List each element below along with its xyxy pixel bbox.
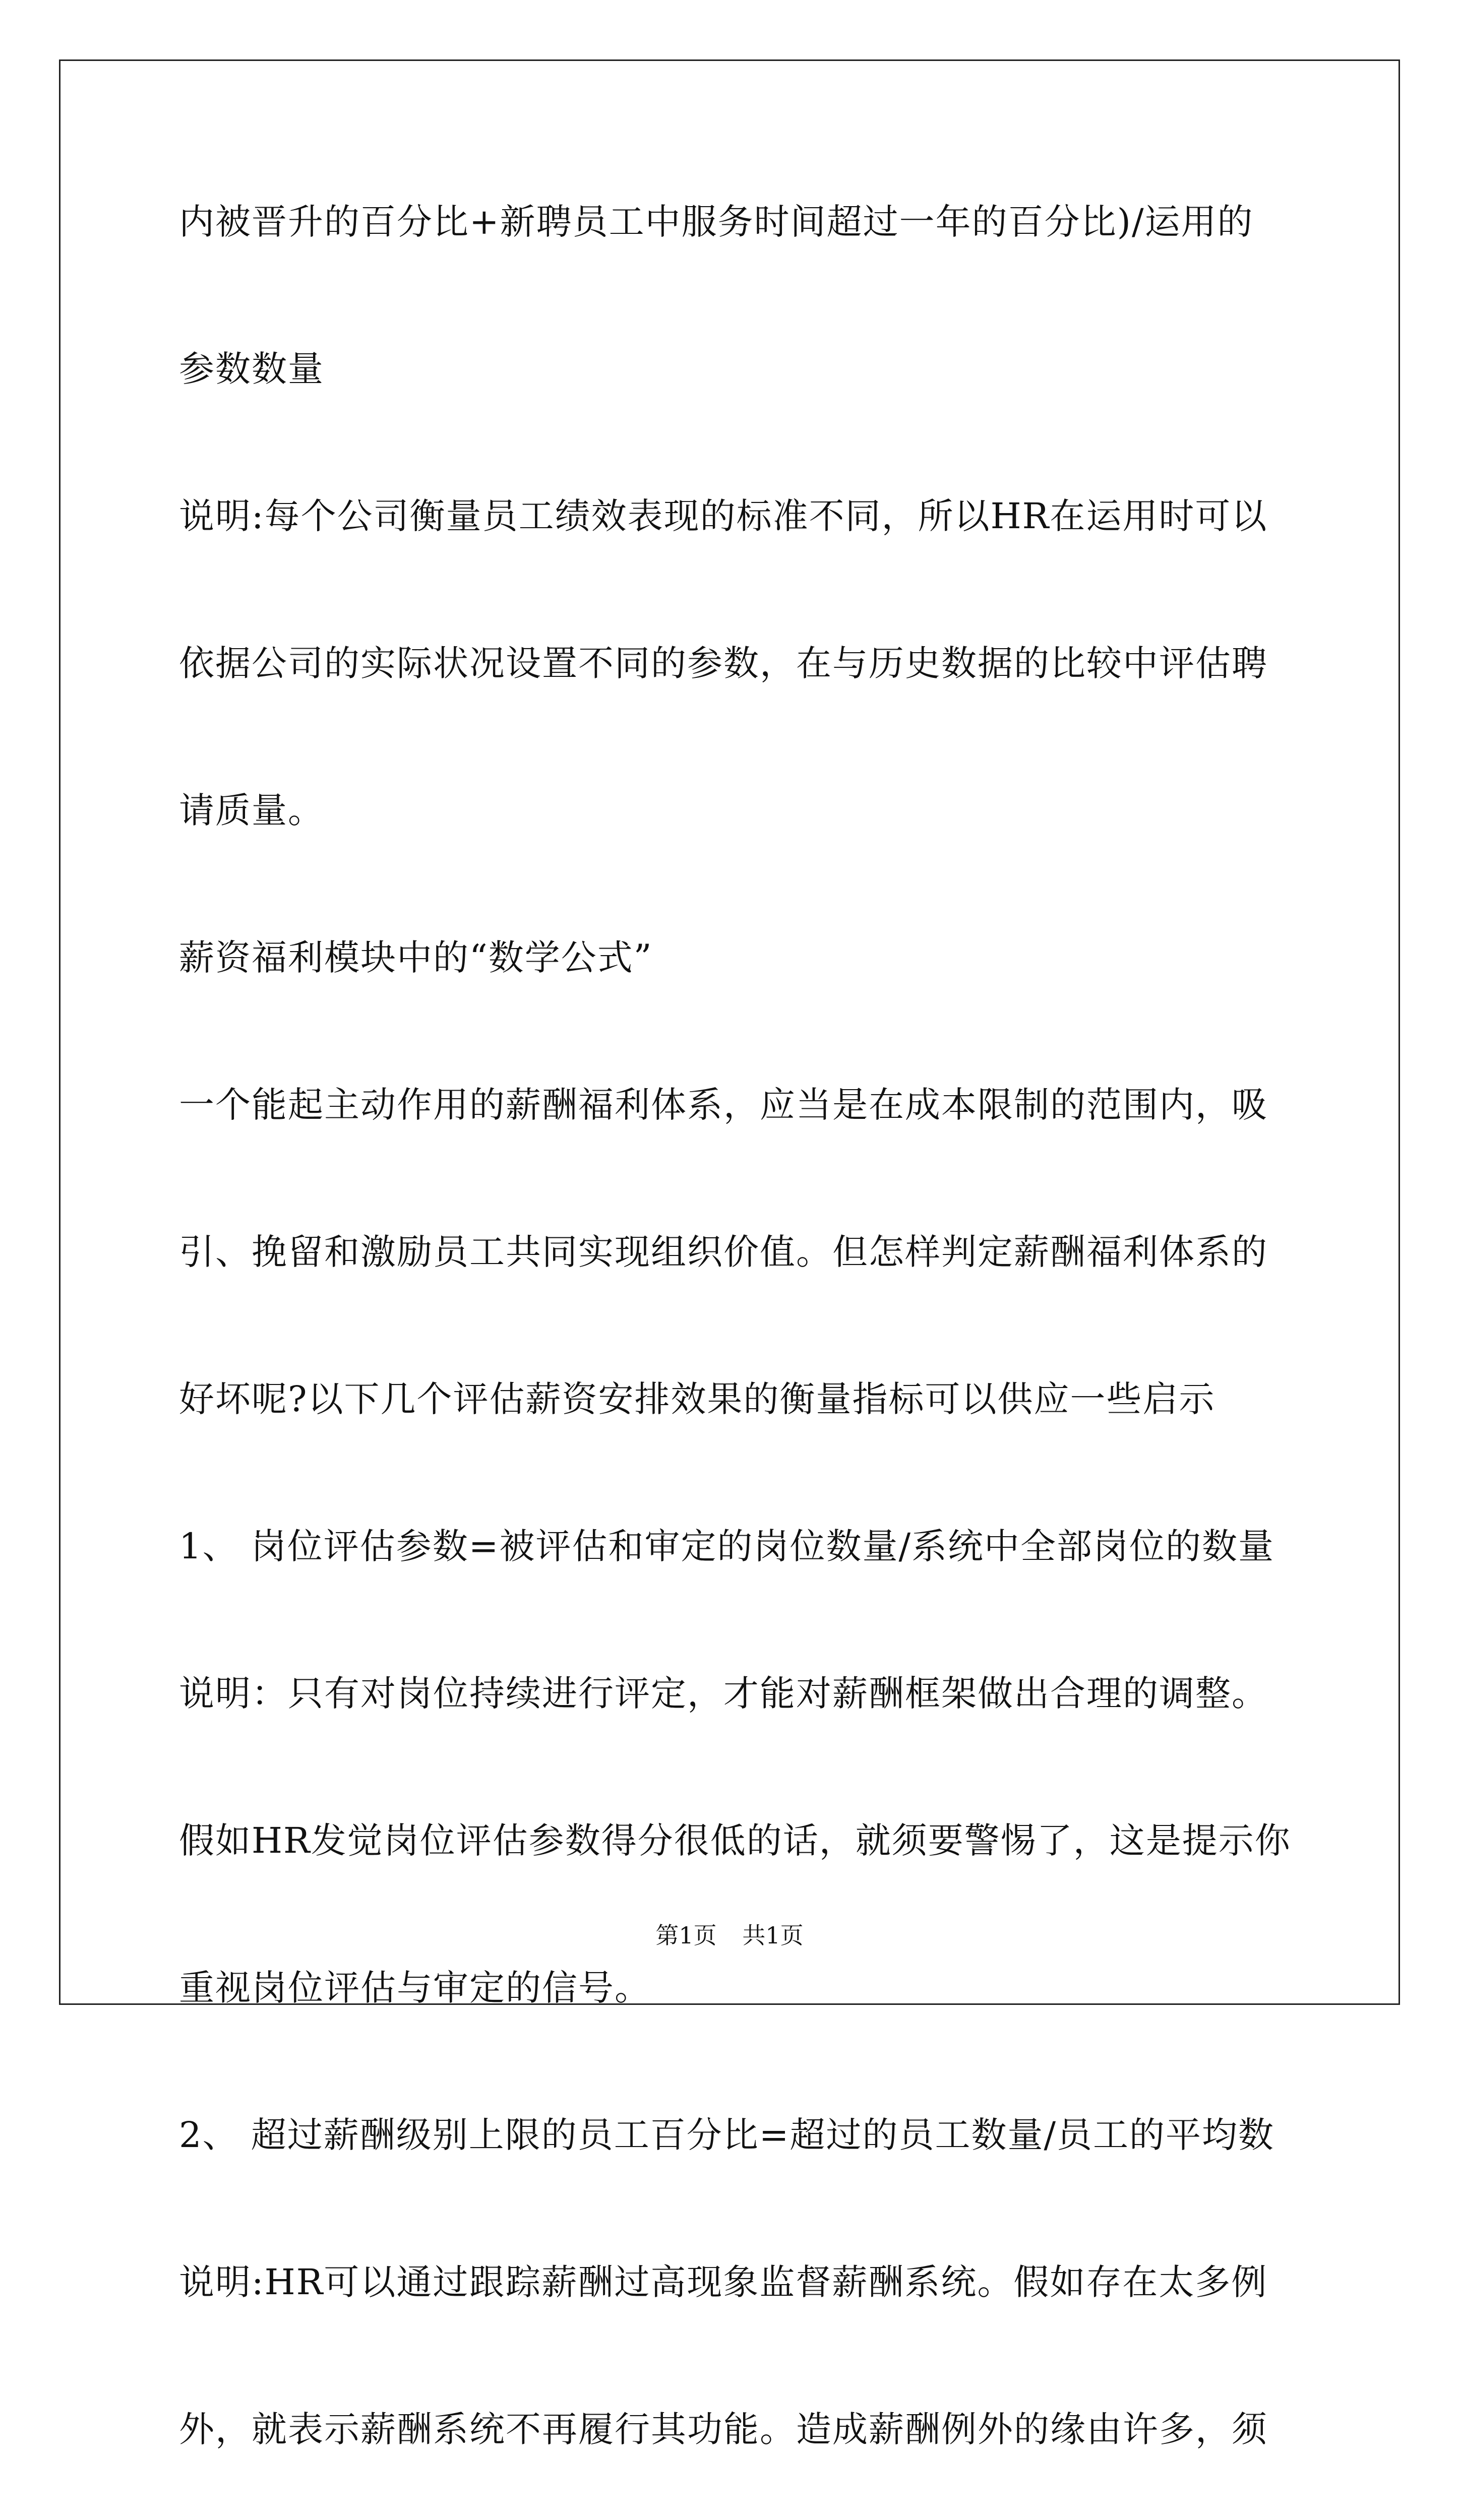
text-line: 说明:每个公司衡量员工绩效表现的标准不同，所以HR在运用时可以 [179, 495, 1268, 537]
text-line: 请质量。 [179, 790, 324, 831]
numbered-item: 2、 超过薪酬级别上限的员工百分比=超过的员工数量/员工的平均数 [179, 2114, 1275, 2156]
text-line: 好坏呢?以下几个评估薪资安排效果的衡量指标可以供应一些启示 [179, 1378, 1215, 1420]
page-number: 第1页 [655, 1922, 717, 1949]
section-heading: 薪资福利模块中的“数学公式” [179, 937, 653, 978]
text-line: 说明:HR可以通过跟踪薪酬过高现象监督薪酬系统。假如存在太多例 [179, 2261, 1268, 2303]
text-line: 依据公司的实际状况设置不同的参数，在与历史数据的比较中评估聘 [179, 643, 1268, 684]
text-line: 参数数量 [179, 348, 324, 390]
text-line: 引、挽留和激励员工共同实现组织价值。但怎样判定薪酬福利体系的 [179, 1231, 1268, 1273]
text-line: 重视岗位评估与审定的信号。 [179, 1967, 651, 2008]
text-line: 一个能起主动作用的薪酬福利体系，应当是在成本限制的范围内，吸 [179, 1084, 1268, 1125]
text-line: 外，就表示薪酬系统不再履行其功能。造成薪酬例外的缘由许多，须 [179, 2409, 1268, 2450]
text-line: 说明：只有对岗位持续进行评定，才能对薪酬框架做出合理的调整。 [179, 1673, 1268, 1714]
numbered-item: 1、 岗位评估参数=被评估和审定的岗位数量/系统中全部岗位的数量 [179, 1526, 1275, 1567]
document-body [179, 197, 1293, 2520]
text-line: 内被晋升的百分比+新聘员工中服务时间超过一年的百分比)/运用的 [179, 201, 1254, 242]
text-line: 假如HR发觉岗位评估参数得分很低的话，就须要警惕了，这是提示你 [179, 1820, 1291, 1861]
page-footer [0, 1920, 1459, 1950]
page-total: 共1页 [742, 1922, 804, 1949]
